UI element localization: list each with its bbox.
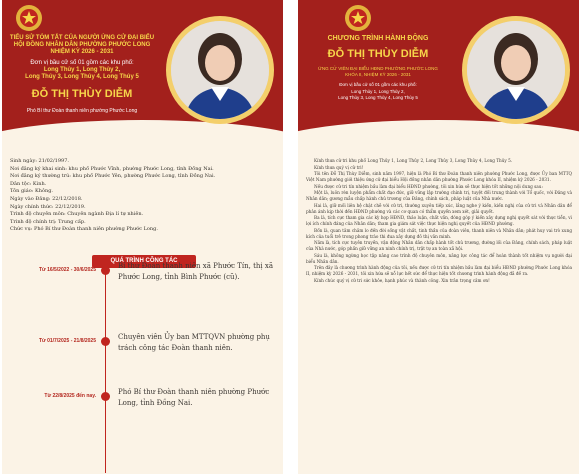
paragraph: Nếu được cử tri tín nhiệm bầu làm đại biểu HĐND phường, tôi xin hứa sẽ thực hiện tốt những nội dung sau: bbox=[314, 183, 543, 189]
info-line: Nơi đăng ký thường trú: khu phố Phước Yên, phường Phước Long, tỉnh Đồng Nai. bbox=[10, 173, 216, 180]
unit-line-2: Long Thủy 1, Long Thủy 2, bbox=[43, 67, 121, 73]
timeline-dot bbox=[101, 266, 110, 275]
timeline-desc: Bí thư Đoàn thanh niên xã Phước Tín, thị xã Phước Long, tỉnh Bình Phước (cũ). bbox=[118, 262, 273, 281]
timeline-desc: Phó Bí thư Đoàn thanh niên phường Phước Long, tỉnh Đồng Nai. bbox=[118, 388, 270, 407]
program-body bbox=[306, 158, 572, 284]
paragraph: Kính chúc quý vị cử tri sức khỏe, hạnh phúc và thành công. Xin trân trọng cảm ơn! bbox=[314, 277, 490, 283]
header-line-1: TIỂU SỬ TÓM TẮT CỦA NGƯỜI ỨNG CỬ ĐẠI BIỂU bbox=[9, 35, 155, 41]
timeline-dot bbox=[101, 337, 110, 346]
timeline-line bbox=[105, 268, 106, 473]
portrait-photo bbox=[467, 21, 565, 119]
action-program-page bbox=[298, 0, 579, 474]
timeline-date: Từ 16/5/2022 - 30/6/2025 bbox=[39, 267, 96, 273]
unit-line-3: Long Thủy 3, Long Thủy 4, Long Thủy 5 bbox=[338, 95, 418, 100]
subtitle-line-1: ỨNG CỬ VIÊN ĐẠI BIỂU HĐND PHƯỜNG PHƯỚC LONG bbox=[318, 66, 438, 71]
national-emblem-icon bbox=[15, 4, 43, 32]
paragraph: Sáu là, không ngừng học tập nâng cao trình độ chuyên môn, năng lực công tác để hoàn thành tốt nhiệm vụ người đại biểu Nhân dân. bbox=[306, 252, 572, 264]
unit-line-3: Long Thủy 3, Long Thủy 4, Long Thủy 5 bbox=[25, 74, 139, 80]
info-line: Ngày chính thức: 22/12/2019. bbox=[10, 203, 86, 210]
info-line: Tôn giáo: Không. bbox=[10, 188, 54, 195]
info-line: Chức vụ: Phó Bí thư Đoàn thanh niên phường Phước Long. bbox=[10, 226, 158, 233]
timeline-date: Từ 01/7/2025 - 21/8/2025 bbox=[39, 338, 96, 344]
paragraph: Năm là, tích cực tuyên truyền, vận động Nhân dân chấp hành tốt chủ trương, đường lối của Đảng, chính sách, pháp luật của Nhà nước, góp phần giữ vững an ninh chính trị, trật tự an toàn xã hội. bbox=[306, 240, 572, 251]
section-title-work-history: QUÁ TRÌNH CÔNG TÁC bbox=[92, 255, 196, 268]
portrait-frame bbox=[166, 16, 274, 124]
paragraph: Ba là, tích cực tham gia các kỳ họp HĐND, thảo luận, chất vấn, đóng góp ý kiến xây dựng nghị quyết sát với thực tiễn, vì lợi ích chính đáng của Nhân dân; tham gia giám sát việc thực hiện nghị quyết của HĐND phường. bbox=[306, 215, 572, 226]
info-line: Trình độ chuyên môn: Chuyên ngành Địa lí tự nhiên. bbox=[10, 211, 144, 218]
info-line: Nơi đăng ký khai sinh: khu phố Phước Vĩnh, phường Phước Long, tỉnh Đồng Nai. bbox=[10, 165, 214, 172]
personal-info bbox=[10, 158, 280, 234]
candidate-name: ĐỖ THỊ THÙY DIỄM bbox=[31, 88, 133, 100]
unit-line-2: Long Thủy 1, Long Thủy 2, bbox=[351, 88, 405, 94]
portrait-photo bbox=[171, 21, 269, 119]
timeline-date: Từ 22/8/2025 đến nay. bbox=[44, 393, 96, 399]
info-line: Trình độ chính trị: Trung cấp. bbox=[10, 218, 86, 225]
paragraph: Kính thưa quý vị cử tri! bbox=[314, 164, 364, 170]
timeline-desc: Chuyên viên Ủy ban MTTQVN phường phụ trách công tác Đoàn thanh niên. bbox=[118, 333, 270, 352]
info-line: Sinh ngày: 21/02/1997. bbox=[10, 158, 69, 164]
unit-line-1: Đơn vị bầu cử số 01 gồm các khu phố: bbox=[339, 82, 417, 87]
unit-line-1: Đơn vị bầu cử số 01 gồm các khu phố: bbox=[30, 60, 134, 66]
candidate-name: ĐỖ THỊ THÙY DIỄM bbox=[327, 48, 429, 60]
biography-page bbox=[2, 0, 283, 474]
program-title: CHƯƠNG TRÌNH HÀNH ĐỘNG bbox=[327, 35, 429, 42]
header-line-2: HỘI ĐỒNG NHÂN DÂN PHƯỜNG PHƯỚC LONG bbox=[13, 42, 151, 48]
candidate-position: Phó Bí thư Đoàn thanh niên phường Phước Long bbox=[26, 108, 138, 114]
greeting: Kính thưa cử tri khu phố Long Thủy 1, Long Thủy 2, Long Thủy 3, Long Thủy 4, Long Thủy 5. bbox=[314, 158, 513, 163]
info-line: Ngày vào Đảng: 22/12/2018. bbox=[10, 195, 83, 202]
info-line: Dân tộc: Kinh. bbox=[10, 180, 47, 187]
paragraph: Một là, luôn rèn luyện phẩm chất đạo đức, giữ vững lập trường chính trị, tuyệt đối trung thành với Tổ quốc, với Đảng và Nhân dân; gương mẫu chấp hành chủ trương của Đảng, chính sách, pháp luật của Nhà nước. bbox=[306, 190, 572, 201]
portrait-frame bbox=[462, 16, 570, 124]
subtitle-line-2: KHÓA II, NHIỆM KỲ 2026 - 2031 bbox=[345, 72, 411, 77]
paragraph: Trên đây là chương trình hành động của tôi, nếu được cử tri tín nhiệm bầu làm đại biểu HĐND phường Phước Long khóa II, nhiệm kỳ 2026 - 2031, tôi xin hứa sẽ nỗ lực hết sức để thực hiện tốt chương trình hành động đã đề ra. bbox=[306, 265, 572, 276]
paragraph: Tôi tên Đỗ Thị Thùy Diễm, sinh năm 1997, hiện là Phó Bí thư Đoàn thanh niên phường Phước Long, được Ủy ban MTTQ Việt Nam phường giới thiệu ứng cử đại biểu Hội đồng nhân dân phường Phước Long khóa II, nhiệm kỳ 2026 - 2031. bbox=[306, 171, 572, 182]
header-line-3: NHIỆM KỲ 2026 - 2031 bbox=[50, 49, 114, 55]
paragraph: Bốn là, quan tâm chăm lo đến đời sống vật chất, tinh thần của đoàn viên, thanh niên và Nhân dân; phát huy vai trò xung kích của tuổi trẻ trong phong trào thi đua xây dựng đô thị văn minh. bbox=[306, 227, 572, 239]
timeline-dot bbox=[101, 392, 110, 401]
paragraph: Hai là, giữ mối liên hệ chặt chẽ với cử tri, thường xuyên tiếp xúc, lắng nghe ý kiến, kiến nghị của cử tri và Nhân dân để phản ánh kịp thời đến HĐND phường và các cơ quan có thẩm quyền xem xét, giải quyết. bbox=[306, 202, 572, 214]
national-emblem-icon bbox=[344, 4, 372, 32]
